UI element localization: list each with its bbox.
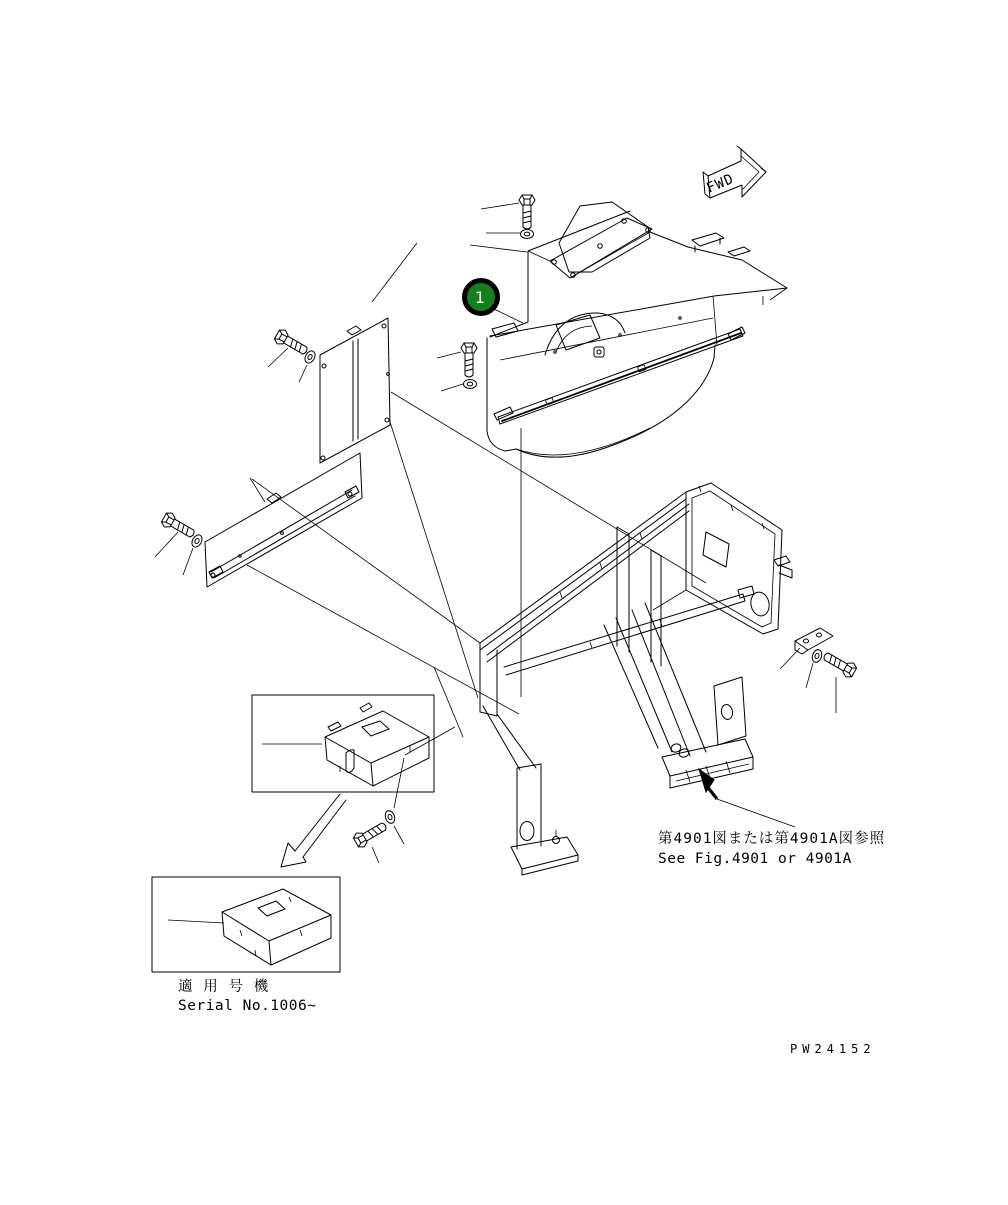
callout-1-number: 1 [474,288,486,307]
hood-bolt-top [470,195,535,252]
engine-hood-cover [487,202,787,457]
leader-lines [437,352,463,391]
hood-lid [559,202,650,272]
figure-reference [658,769,885,867]
mount-bracket-hardware [780,628,858,713]
tail-brackets [692,233,787,305]
variant-arrow [281,794,346,867]
callout-1[interactable] [465,281,524,324]
detail-frame [152,877,340,972]
leader-lines [268,243,417,382]
serial-note-ja: 適 用 号 機 [178,979,270,995]
controller-box-detail-serial [152,877,340,972]
fwd-label: FWD [704,170,737,197]
pointer-leader [717,799,795,827]
fwd-arrow-inner [741,156,759,190]
leader-lines [470,203,527,252]
side-panel-upper [268,243,417,463]
detail-frame [252,695,434,792]
figure-reference-ja: 第4901図または第4901A図参照 [658,831,886,847]
controller-box-detail-current [252,695,434,792]
main-frame [480,483,792,875]
serial-note [178,978,316,1014]
serial-note-en: Serial No.1006~ [178,998,317,1014]
controller-mount-hardware [352,758,404,863]
hood-bolt-left [437,343,477,391]
frame-support-bracket [604,590,753,788]
leg-hole [520,822,534,841]
drawing-number: PW24152 [790,1042,876,1056]
figure-reference-en: See Fig.4901 or 4901A [658,851,852,867]
leader-lines [780,648,836,713]
controller-box [325,703,429,786]
side-panel-lower [155,453,362,587]
controller-box [222,889,331,965]
mount-bracket [795,628,833,654]
callout-1-leader [494,309,523,323]
fwd-direction-arrow [703,146,766,198]
leader-line [168,920,224,923]
latch-icon [594,347,604,357]
frame-side-panel [686,483,792,634]
frame-front-leg [480,643,578,875]
panel-cutout [703,532,729,567]
